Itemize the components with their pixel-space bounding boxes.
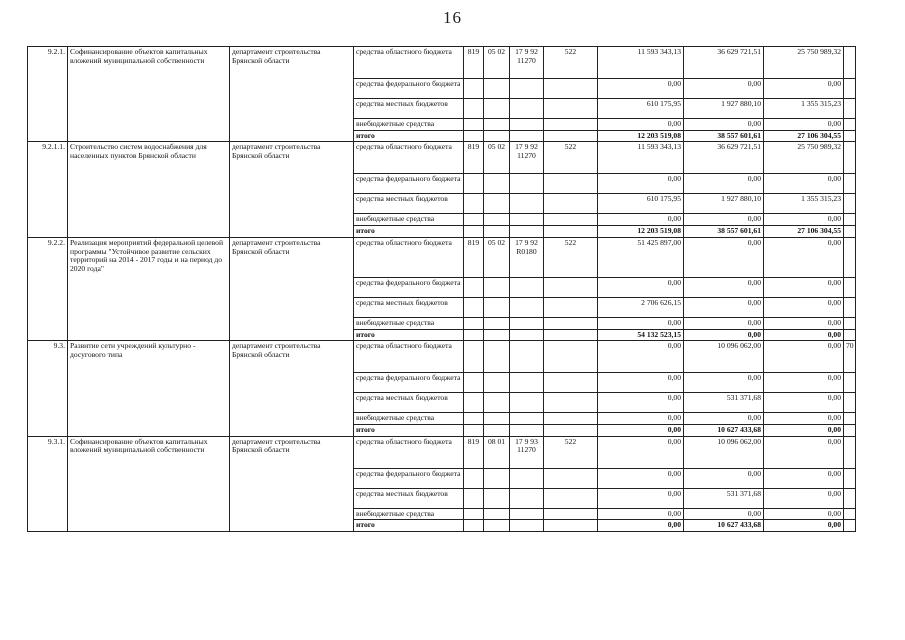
value-year-2: 0,00 — [684, 508, 764, 520]
indicator-cell — [844, 130, 856, 142]
value-year-3: 0,00 — [764, 520, 844, 532]
target-article-code — [510, 317, 544, 329]
section-code — [484, 468, 510, 488]
target-article-code — [510, 79, 544, 99]
value-year-3: 0,00 — [764, 329, 844, 341]
section-code — [484, 341, 510, 373]
table-row — [28, 436, 856, 468]
indicator-cell — [844, 79, 856, 99]
section-code — [484, 488, 510, 508]
ministry-code — [464, 468, 484, 488]
value-year-2: 0,00 — [684, 373, 764, 393]
target-article-code — [510, 297, 544, 317]
value-year-1: 0,00 — [598, 508, 684, 520]
indicator-cell: 70 — [844, 341, 856, 373]
value-year-2: 10 096 062,00 — [684, 436, 764, 468]
ministry-code: 819 — [464, 142, 484, 174]
value-year-2: 0,00 — [684, 214, 764, 226]
ministry-code — [464, 488, 484, 508]
value-year-3: 25 750 989,32 — [764, 142, 844, 174]
expense-type-code — [544, 317, 598, 329]
value-year-3: 0,00 — [764, 413, 844, 425]
value-year-2: 0,00 — [684, 79, 764, 99]
expense-type-code — [544, 508, 598, 520]
ministry-code — [464, 508, 484, 520]
indicator-cell — [844, 237, 856, 277]
target-article-code — [510, 488, 544, 508]
funding-source: средства местных бюджетов — [354, 393, 464, 413]
value-year-1: 0,00 — [598, 413, 684, 425]
target-article-code — [510, 329, 544, 341]
funding-source: средства местных бюджетов — [354, 488, 464, 508]
value-year-1: 54 132 523,15 — [598, 329, 684, 341]
page-number: 16 — [443, 8, 462, 27]
funding-source: средства федерального бюджета — [354, 277, 464, 297]
table-row — [28, 341, 856, 373]
target-article-code: 17 9 92 11270 — [510, 47, 544, 79]
expense-type-code: 522 — [544, 237, 598, 277]
value-year-1: 12 203 519,08 — [598, 130, 684, 142]
ministry-code — [464, 130, 484, 142]
value-year-1: 0,00 — [598, 277, 684, 297]
value-year-3: 0,00 — [764, 425, 844, 437]
value-year-1: 0,00 — [598, 119, 684, 131]
indicator-cell — [844, 393, 856, 413]
section-code — [484, 99, 510, 119]
indicator-cell — [844, 520, 856, 532]
value-year-2: 0,00 — [684, 413, 764, 425]
expense-type-code — [544, 226, 598, 238]
department-cell: департамент строительства Брянской области — [230, 237, 354, 340]
expense-type-code: 522 — [544, 47, 598, 79]
value-year-2: 1 927 880,10 — [684, 194, 764, 214]
department-cell: департамент строительства Брянской области — [230, 47, 354, 142]
section-code: 05 02 — [484, 47, 510, 79]
section-title: Реализация мероприятий федеральной целевой программы "Устойчивое развитие сельских территорий на 2014 - 2017 годы и на период до 2020 года" — [68, 237, 230, 340]
funding-source: итого — [354, 130, 464, 142]
value-year-3: 0,00 — [764, 237, 844, 277]
value-year-1: 0,00 — [598, 214, 684, 226]
table-row — [28, 142, 856, 174]
ministry-code — [464, 317, 484, 329]
section-code — [484, 413, 510, 425]
value-year-2: 0,00 — [684, 119, 764, 131]
ministry-code — [464, 425, 484, 437]
ministry-code — [464, 373, 484, 393]
indicator-cell — [844, 174, 856, 194]
value-year-1: 0,00 — [598, 425, 684, 437]
expense-type-code — [544, 194, 598, 214]
funding-source: средства областного бюджета — [354, 47, 464, 79]
value-year-3: 27 106 304,55 — [764, 130, 844, 142]
value-year-1: 0,00 — [598, 520, 684, 532]
section-number: 9.3. — [28, 341, 68, 436]
value-year-3: 0,00 — [764, 174, 844, 194]
table-body — [28, 47, 856, 532]
indicator-cell — [844, 194, 856, 214]
indicator-cell — [844, 373, 856, 393]
value-year-3: 0,00 — [764, 373, 844, 393]
ministry-code — [464, 413, 484, 425]
department-cell: департамент строительства Брянской области — [230, 436, 354, 531]
section-code — [484, 425, 510, 437]
expense-type-code — [544, 119, 598, 131]
ministry-code — [464, 520, 484, 532]
target-article-code — [510, 174, 544, 194]
section-code — [484, 130, 510, 142]
target-article-code — [510, 520, 544, 532]
value-year-2: 38 557 601,61 — [684, 130, 764, 142]
section-code — [484, 79, 510, 99]
target-article-code — [510, 341, 544, 373]
expense-type-code — [544, 297, 598, 317]
value-year-3: 0,00 — [764, 119, 844, 131]
expense-type-code — [544, 468, 598, 488]
expense-type-code — [544, 174, 598, 194]
department-cell: департамент строительства Брянской области — [230, 341, 354, 436]
indicator-cell — [844, 317, 856, 329]
section-code — [484, 119, 510, 131]
value-year-2: 0,00 — [684, 237, 764, 277]
section-number: 9.2.2. — [28, 237, 68, 340]
section-code — [484, 214, 510, 226]
target-article-code — [510, 277, 544, 297]
value-year-3: 0,00 — [764, 393, 844, 413]
value-year-1: 610 175,95 — [598, 99, 684, 119]
value-year-2: 0,00 — [684, 468, 764, 488]
section-code — [484, 329, 510, 341]
section-code — [484, 277, 510, 297]
ministry-code — [464, 393, 484, 413]
section-code: 05 02 — [484, 237, 510, 277]
value-year-2: 10 627 433,68 — [684, 425, 764, 437]
target-article-code — [510, 214, 544, 226]
expense-type-code — [544, 277, 598, 297]
section-code — [484, 317, 510, 329]
funding-source: средства местных бюджетов — [354, 194, 464, 214]
value-year-1: 610 175,95 — [598, 194, 684, 214]
value-year-1: 0,00 — [598, 174, 684, 194]
indicator-cell — [844, 508, 856, 520]
ministry-code — [464, 174, 484, 194]
value-year-2: 36 629 721,51 — [684, 47, 764, 79]
value-year-2: 0,00 — [684, 174, 764, 194]
indicator-cell — [844, 277, 856, 297]
target-article-code — [510, 393, 544, 413]
value-year-2: 531 371,68 — [684, 488, 764, 508]
indicator-cell — [844, 488, 856, 508]
value-year-3: 0,00 — [764, 317, 844, 329]
section-title: Строительство систем водоснабжения для населенных пунктов Брянской области — [68, 142, 230, 237]
value-year-1: 0,00 — [598, 488, 684, 508]
ministry-code — [464, 329, 484, 341]
value-year-2: 0,00 — [684, 277, 764, 297]
target-article-code — [510, 413, 544, 425]
department-cell: департамент строительства Брянской области — [230, 142, 354, 237]
expense-type-code — [544, 373, 598, 393]
section-code — [484, 520, 510, 532]
value-year-3: 0,00 — [764, 297, 844, 317]
funding-source: итого — [354, 425, 464, 437]
ministry-code — [464, 99, 484, 119]
value-year-1: 2 706 626,15 — [598, 297, 684, 317]
section-code: 08 01 — [484, 436, 510, 468]
expense-type-code: 522 — [544, 142, 598, 174]
indicator-cell — [844, 413, 856, 425]
value-year-1: 11 593 343,13 — [598, 142, 684, 174]
value-year-1: 12 203 519,08 — [598, 226, 684, 238]
value-year-3: 0,00 — [764, 436, 844, 468]
ministry-code — [464, 194, 484, 214]
expense-type-code — [544, 413, 598, 425]
ministry-code — [464, 119, 484, 131]
section-code — [484, 194, 510, 214]
section-code: 05 02 — [484, 142, 510, 174]
budget-table — [27, 46, 856, 532]
section-number: 9.2.1.1. — [28, 142, 68, 237]
funding-source: средства федерального бюджета — [354, 468, 464, 488]
target-article-code — [510, 425, 544, 437]
value-year-1: 11 593 343,13 — [598, 47, 684, 79]
value-year-2: 0,00 — [684, 297, 764, 317]
value-year-2: 0,00 — [684, 329, 764, 341]
ministry-code — [464, 341, 484, 373]
expense-type-code — [544, 329, 598, 341]
funding-source: внебюджетные средства — [354, 413, 464, 425]
section-code — [484, 508, 510, 520]
ministry-code: 819 — [464, 47, 484, 79]
expense-type-code — [544, 393, 598, 413]
funding-source: средства федерального бюджета — [354, 373, 464, 393]
target-article-code — [510, 194, 544, 214]
value-year-2: 0,00 — [684, 317, 764, 329]
funding-source: средства местных бюджетов — [354, 99, 464, 119]
section-title: Софинансирование объектов капитальных вложений муниципальной собственности — [68, 47, 230, 142]
indicator-cell — [844, 329, 856, 341]
section-title: Софинансирование объектов капитальных вложений муниципальной собственности — [68, 436, 230, 531]
funding-source: средства областного бюджета — [354, 237, 464, 277]
value-year-1: 0,00 — [598, 393, 684, 413]
section-code — [484, 393, 510, 413]
target-article-code — [510, 508, 544, 520]
funding-source: средства федерального бюджета — [354, 79, 464, 99]
funding-source: внебюджетные средства — [354, 119, 464, 131]
value-year-2: 10 627 433,68 — [684, 520, 764, 532]
section-code — [484, 226, 510, 238]
funding-source: итого — [354, 226, 464, 238]
indicator-cell — [844, 47, 856, 79]
section-number: 9.2.1. — [28, 47, 68, 142]
indicator-cell — [844, 142, 856, 174]
expense-type-code — [544, 79, 598, 99]
expense-type-code — [544, 130, 598, 142]
funding-source: средства федерального бюджета — [354, 174, 464, 194]
value-year-3: 0,00 — [764, 341, 844, 373]
value-year-3: 0,00 — [764, 468, 844, 488]
value-year-1: 0,00 — [598, 79, 684, 99]
funding-source: внебюджетные средства — [354, 317, 464, 329]
indicator-cell — [844, 99, 856, 119]
ministry-code — [464, 277, 484, 297]
ministry-code — [464, 297, 484, 317]
value-year-3: 27 106 304,55 — [764, 226, 844, 238]
expense-type-code — [544, 99, 598, 119]
funding-source: итого — [354, 520, 464, 532]
value-year-2: 36 629 721,51 — [684, 142, 764, 174]
section-title: Развитие сети учреждений культурно - досугового типа — [68, 341, 230, 436]
expense-type-code — [544, 425, 598, 437]
value-year-2: 38 557 601,61 — [684, 226, 764, 238]
ministry-code: 819 — [464, 436, 484, 468]
target-article-code — [510, 130, 544, 142]
target-article-code — [510, 119, 544, 131]
value-year-1: 0,00 — [598, 436, 684, 468]
value-year-1: 0,00 — [598, 373, 684, 393]
value-year-1: 0,00 — [598, 468, 684, 488]
value-year-3: 0,00 — [764, 277, 844, 297]
target-article-code: 17 9 93 11270 — [510, 436, 544, 468]
funding-source: средства местных бюджетов — [354, 297, 464, 317]
funding-source: внебюджетные средства — [354, 508, 464, 520]
target-article-code — [510, 226, 544, 238]
ministry-code — [464, 79, 484, 99]
value-year-3: 0,00 — [764, 214, 844, 226]
funding-source: итого — [354, 329, 464, 341]
target-article-code — [510, 468, 544, 488]
expense-type-code: 522 — [544, 436, 598, 468]
indicator-cell — [844, 468, 856, 488]
ministry-code — [464, 214, 484, 226]
value-year-3: 25 750 989,32 — [764, 47, 844, 79]
table-row — [28, 237, 856, 277]
value-year-3: 0,00 — [764, 488, 844, 508]
section-number: 9.3.1. — [28, 436, 68, 531]
value-year-3: 0,00 — [764, 508, 844, 520]
expense-type-code — [544, 341, 598, 373]
indicator-cell — [844, 297, 856, 317]
value-year-2: 10 096 062,00 — [684, 341, 764, 373]
indicator-cell — [844, 214, 856, 226]
target-article-code: 17 9 92 11270 — [510, 142, 544, 174]
section-code — [484, 373, 510, 393]
section-code — [484, 174, 510, 194]
value-year-2: 531 371,68 — [684, 393, 764, 413]
funding-source: внебюджетные средства — [354, 214, 464, 226]
value-year-3: 1 355 315,23 — [764, 99, 844, 119]
target-article-code — [510, 373, 544, 393]
value-year-3: 0,00 — [764, 79, 844, 99]
table-row — [28, 47, 856, 79]
target-article-code: 17 9 92 R0180 — [510, 237, 544, 277]
expense-type-code — [544, 214, 598, 226]
value-year-2: 1 927 880,10 — [684, 99, 764, 119]
indicator-cell — [844, 226, 856, 238]
funding-source: средства областного бюджета — [354, 341, 464, 373]
funding-source: средства областного бюджета — [354, 436, 464, 468]
value-year-1: 0,00 — [598, 341, 684, 373]
value-year-3: 1 355 315,23 — [764, 194, 844, 214]
target-article-code — [510, 99, 544, 119]
value-year-1: 0,00 — [598, 317, 684, 329]
indicator-cell — [844, 119, 856, 131]
indicator-cell — [844, 436, 856, 468]
section-code — [484, 297, 510, 317]
indicator-cell — [844, 425, 856, 437]
funding-source: средства областного бюджета — [354, 142, 464, 174]
ministry-code — [464, 226, 484, 238]
ministry-code: 819 — [464, 237, 484, 277]
expense-type-code — [544, 520, 598, 532]
value-year-1: 51 425 897,00 — [598, 237, 684, 277]
expense-type-code — [544, 488, 598, 508]
